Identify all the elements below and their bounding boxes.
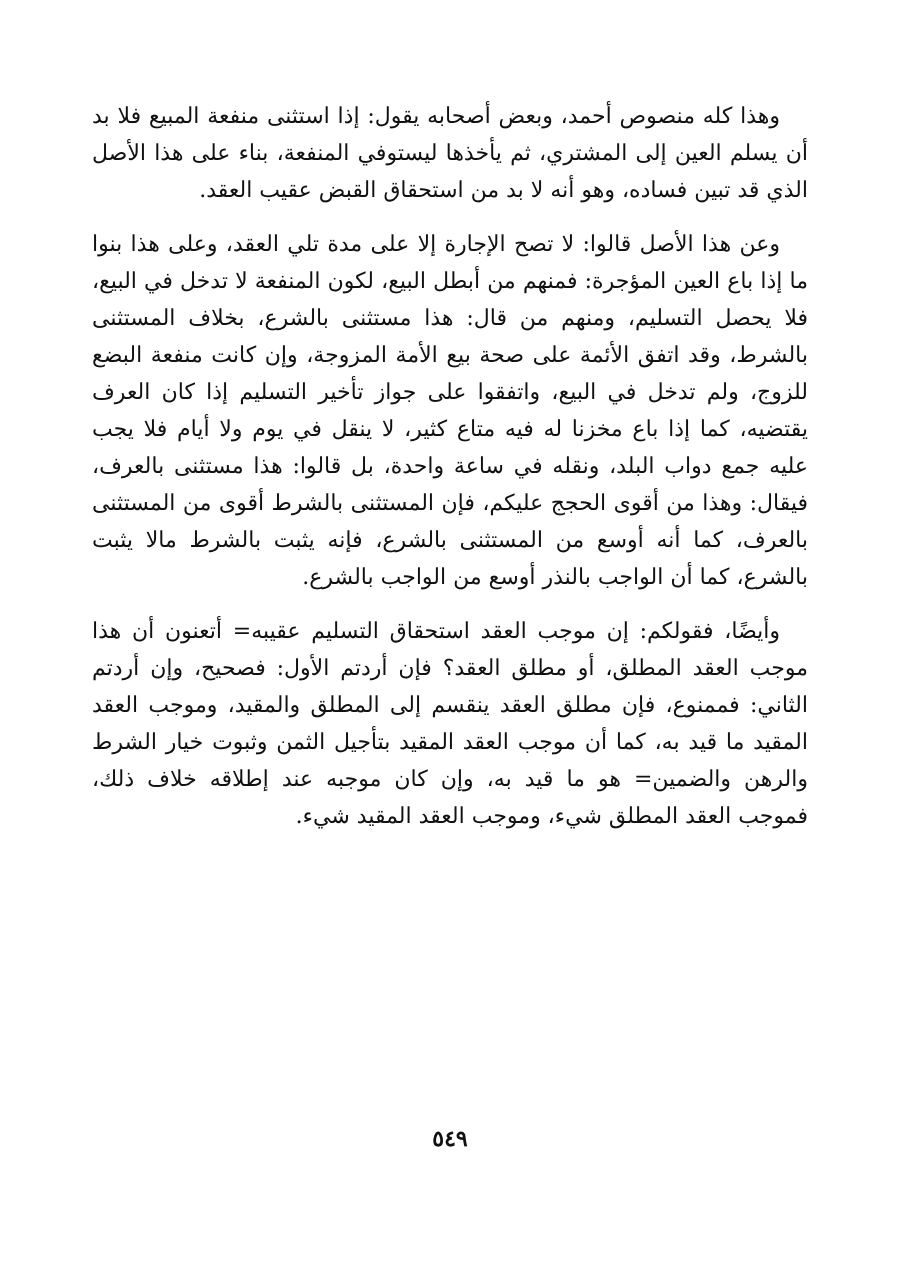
paragraph-1: وهذا كله منصوص أحمد، وبعض أصحابه يقول: إذا استثنى منفعة المبيع فلا بد أن يسلم العين إلى المشتري، ثم يأخذها ليستوفي المنفعة، بناء على هذا الأصل الذي قد تبين فساده، وهو أنه لا بد من استحقاق القبض عقيب العقد.: [92, 104, 808, 203]
paragraph-3: وأيضًا، فقولكم: إن موجب العقد استحقاق التسليم عقيبه= أتعنون أن هذا موجب العقد المطلق، أو مطلق العقد؟ فإن أردتم الأول: فصحيح، وإن أردتم الثاني: فممنوع، فإن مطلق العقد ينقسم إلى المطلق والمقيد، وموجب العقد المقيد ما قيد به، كما أن موجب العقد المقيد بتأجيل الثمن وثبوت خيار الشرط والرهن والضمين= هو ما قيد به، وإن كان موجبه عند إطلاقه خلاف ذلك، فموجب العقد المطلق شيء، وموجب العقد المقيد شيء.: [92, 619, 808, 829]
page-number: ٥٤٩: [432, 1126, 468, 1152]
paragraph-2: وعن هذا الأصل قالوا: لا تصح الإجارة إلا على مدة تلي العقد، وعلى هذا بنوا ما إذا باع العين المؤجرة: فمنهم من أبطل البيع، لكون المنفعة لا تدخل في البيع، فلا يحصل التسليم، ومنهم من قال: هذا مستثنى بالشرع، بخلاف المستثنى بالشرط، وقد اتفق الأئمة على صحة بيع الأمة المزوجة، وإن كانت منفعة البضع للزوج، ولم تدخل في البيع، واتفقوا على جواز تأخير التسليم إذا كان العرف يقتضيه، كما إذا باع مخزنا له فيه متاع كثير، لا ينقل في يوم ولا أيام فلا يجب عليه جمع دواب البلد، ونقله في ساعة واحدة، بل قالوا: هذا مستثنى بالعرف، فيقال: وهذا من أقوى الحجج عليكم، فإن المستثنى بالشرط أقوى من المستثنى بالعرف، كما أنه أوسع من المستثنى بالشرع، فإنه يثبت بالشرط مالا يثبت بالشرع، كما أن الواجب بالنذر أوسع من الواجب بالشرع.: [92, 232, 808, 590]
